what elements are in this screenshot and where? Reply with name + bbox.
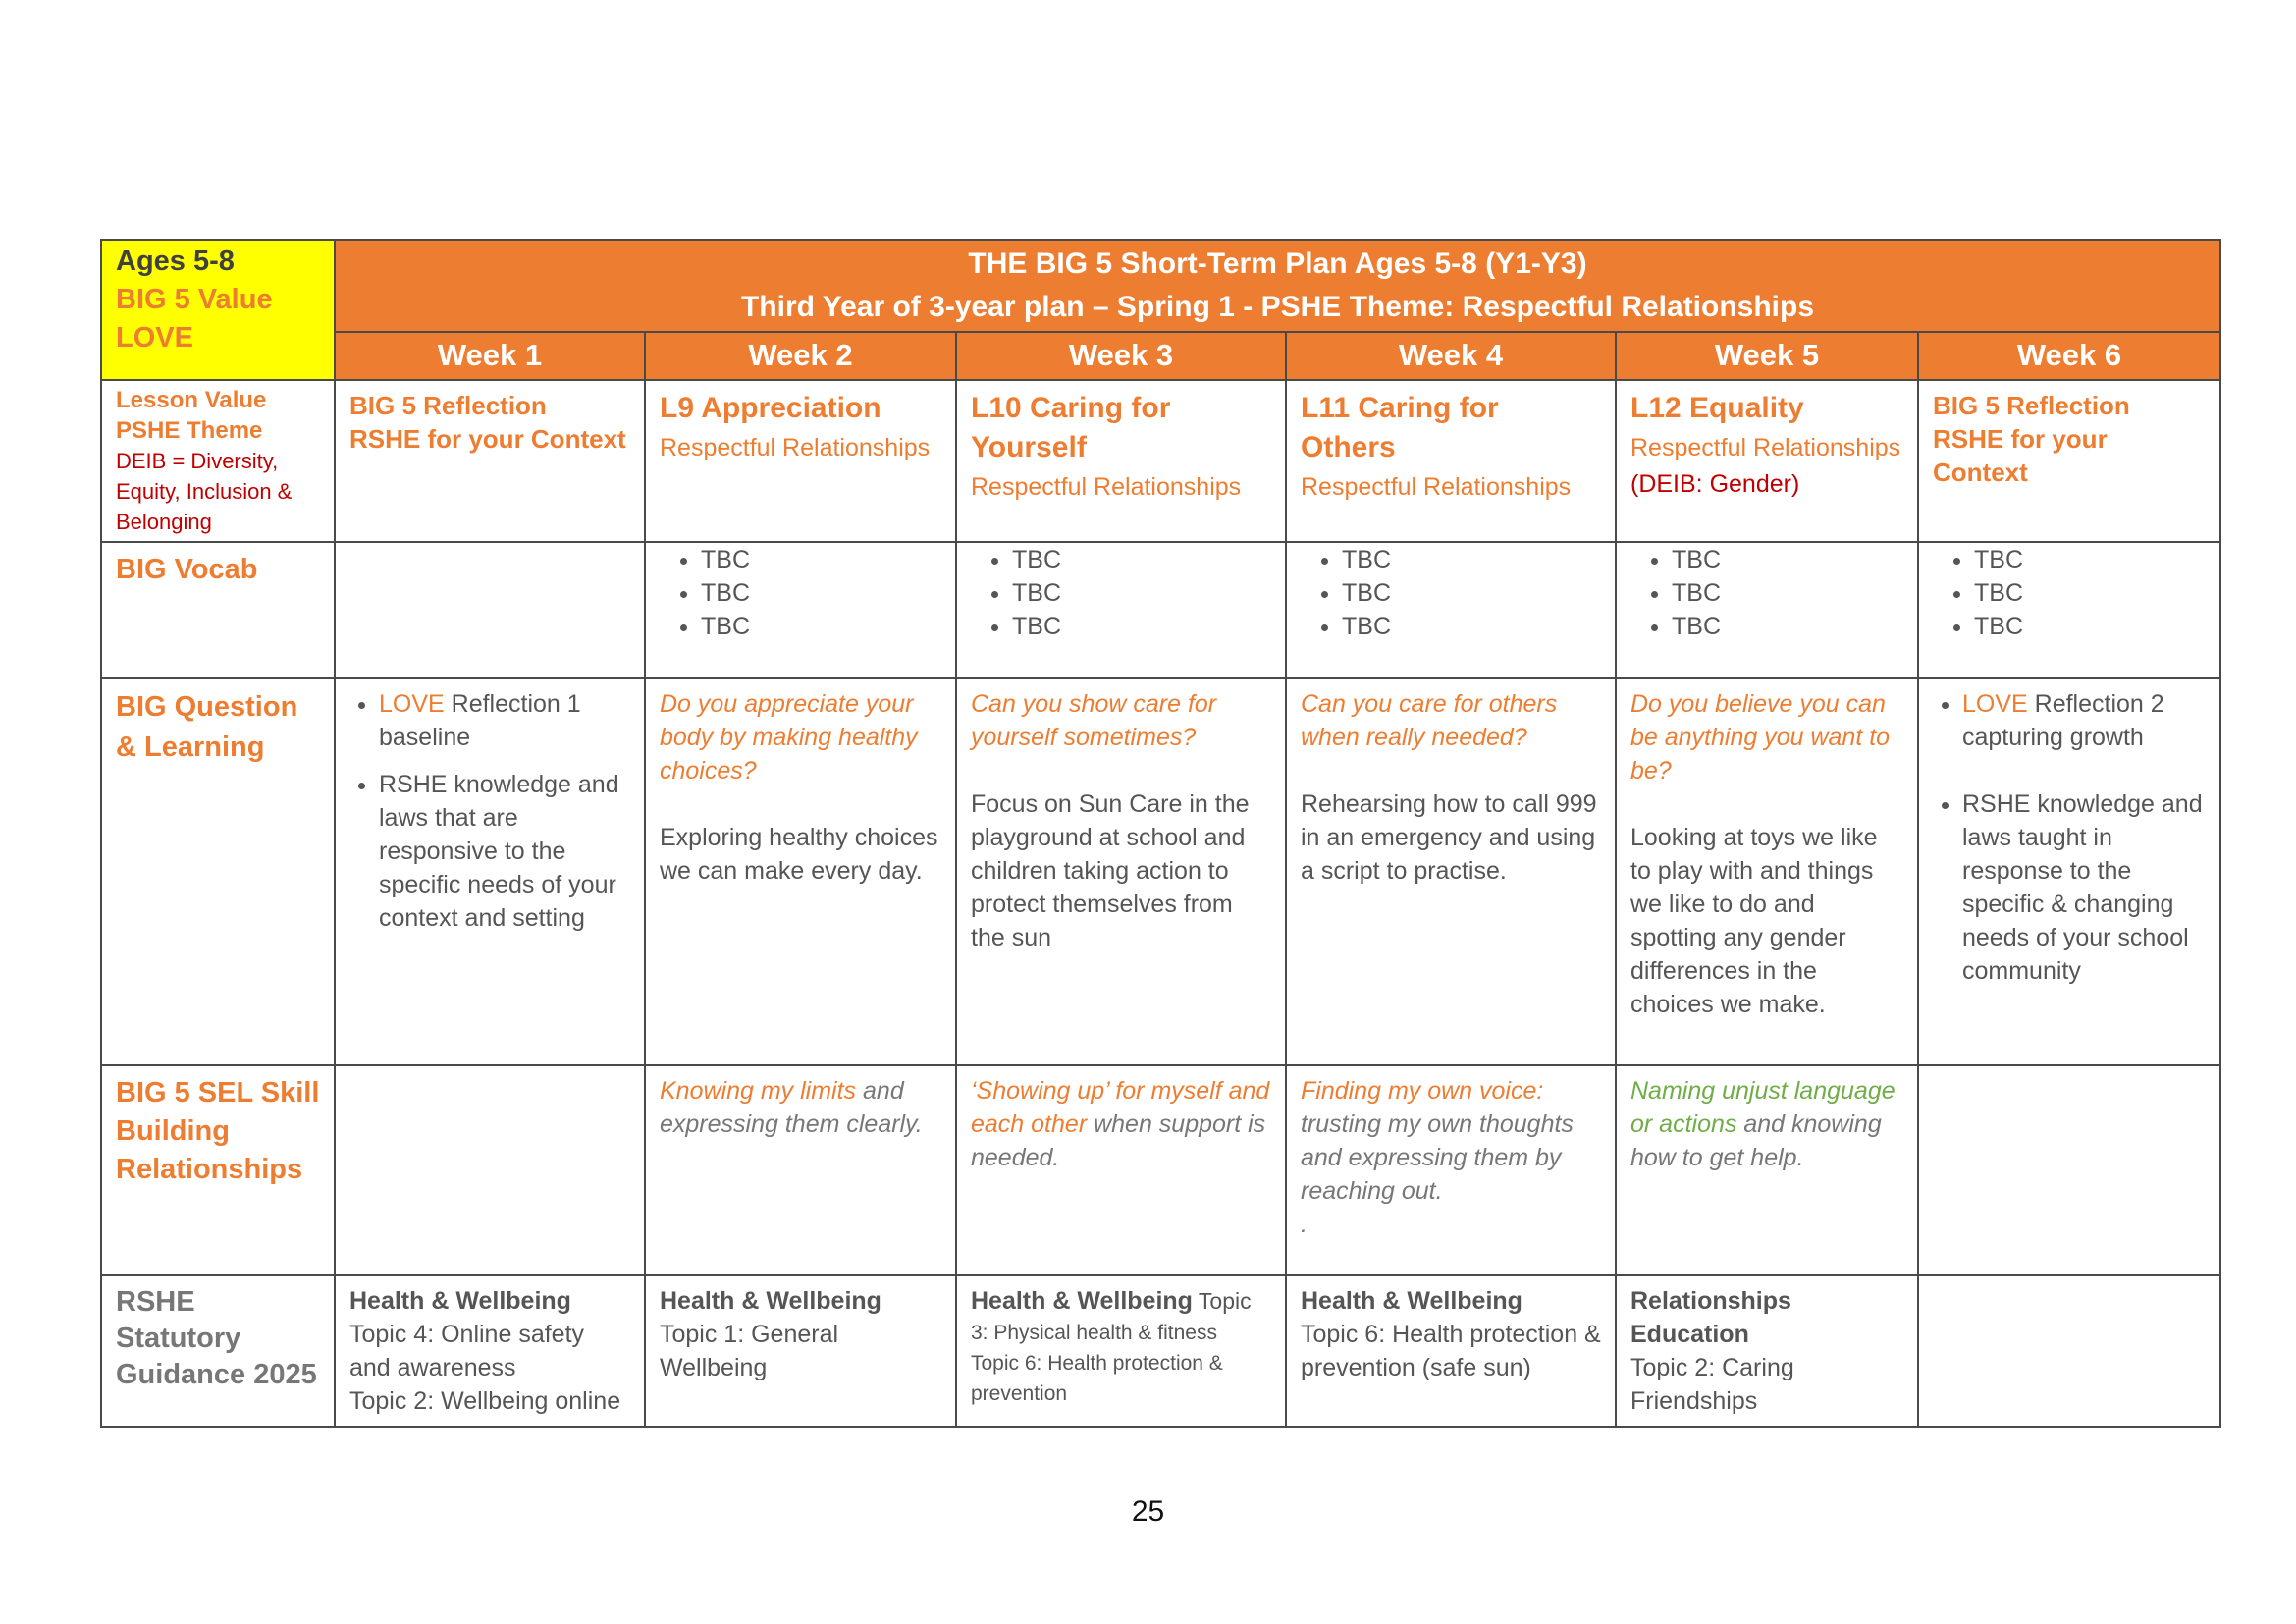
lesson-week-6: [1918, 380, 2220, 542]
question-week-6: [1918, 678, 2220, 1065]
rshe-label-1: RSHE Statutory: [116, 1286, 241, 1354]
vocab-item: • TBC: [1974, 610, 2206, 643]
vocab-item: • TBC: [1974, 576, 2206, 610]
plan-title: [335, 240, 2220, 332]
vocab-item: • TBC: [1012, 610, 1271, 643]
vocab-item: • TBC: [1974, 543, 2206, 576]
vocab-week-4: [1286, 542, 1616, 678]
question-week-3: [956, 678, 1286, 1065]
rshe-w3-head: Health & Wellbeing: [971, 1287, 1193, 1315]
week-3-header: Week 3: [956, 332, 1286, 380]
vocab-item: • TBC: [1012, 576, 1271, 610]
vocab-week-3: [956, 542, 1286, 678]
lesson-w6-line1: BIG 5 Reflection: [1933, 391, 2130, 420]
sel-week-2: [645, 1065, 956, 1275]
sel-week-4: [1286, 1065, 1616, 1275]
lesson-week-4: [1286, 380, 1616, 542]
vocab-row: [101, 542, 2220, 678]
question-week-1: [335, 678, 645, 1065]
week-header-row: [101, 332, 2220, 380]
question-label-1: BIG Question: [116, 691, 298, 723]
lesson-w3-title-2: Yourself: [971, 431, 1087, 463]
vocab-item: • TBC: [1342, 610, 1601, 643]
lesson-week-2: [645, 380, 956, 542]
plan-title-line1: THE BIG 5 Short-Term Plan Ages 5-8 (Y1-Y3): [968, 247, 1587, 280]
plan-title-line2: Third Year of 3-year plan – Spring 1 - PSHE Theme: Respectful Relationships: [740, 291, 1815, 323]
corner-cell: [101, 240, 335, 380]
rshe-week-5: [1616, 1275, 1918, 1427]
question-w5-text: Looking at toys we like to play with and things we like to do and spotting any gender differences in the choices we make.: [1630, 824, 1878, 1018]
question-w1-bullet-2: • RSHE knowledge and laws that are responsive to the specific needs of your context and setting: [379, 768, 630, 935]
rshe-week-6: [1918, 1275, 2220, 1427]
question-row-header: [101, 678, 335, 1065]
question-w6-bullet-2: • RSHE knowledge and laws taught in response to the specific & changing needs of your school community: [1962, 787, 2206, 988]
rshe-row: [101, 1275, 2220, 1427]
lesson-row: [101, 380, 2220, 542]
lesson-week-5: [1616, 380, 1918, 542]
vocab-item: • TBC: [701, 576, 941, 610]
sel-w4-dot: .: [1301, 1211, 1308, 1238]
week-4-header: Week 4: [1286, 332, 1616, 380]
lesson-w6-line2: RSHE for your Context: [1933, 424, 2108, 487]
question-w4-question: Can you care for others when really needed?: [1301, 690, 1558, 751]
question-w2-text: Exploring healthy choices we can make every day.: [660, 824, 938, 885]
lesson-w1-line1: BIG 5 Reflection: [349, 391, 547, 420]
page-number: 25: [1131, 1495, 1165, 1528]
question-w2-question: Do you appreciate your body by making healthy choices?: [660, 690, 918, 785]
vocab-item: • TBC: [1672, 576, 1903, 610]
lesson-w3-theme: Respectful Relationships: [971, 473, 1242, 501]
big5-value-label: BIG 5 Value: [116, 284, 273, 315]
lesson-w1-line2: RSHE for your Context: [349, 424, 626, 454]
rshe-week-3: [956, 1275, 1286, 1427]
love-value: LOVE: [379, 690, 445, 718]
sel-label-1: BIG 5 SEL Skill: [116, 1077, 320, 1109]
week-5-header: Week 5: [1616, 332, 1918, 380]
rshe-w3-topic-1: 3: Physical health & fitness: [971, 1322, 1217, 1344]
question-row: [101, 678, 2220, 1065]
lesson-w2-title: L9 Appreciation: [660, 392, 881, 424]
week-6-header: Week 6: [1918, 332, 2220, 380]
week-2-header: Week 2: [645, 332, 956, 380]
question-w1-bullet-1: [379, 687, 630, 754]
rshe-w1-head: Health & Wellbeing: [349, 1287, 571, 1315]
lesson-w3-title-1: L10 Caring for: [971, 392, 1171, 424]
sel-w3-skill: ‘Showing up’ for myself and each other: [971, 1077, 1270, 1138]
sel-w5-text: and knowing how to get help.: [1630, 1110, 1882, 1171]
rshe-week-1: [335, 1275, 645, 1427]
lesson-value-label: Lesson Value: [116, 387, 267, 413]
lesson-w5-deib: (DEIB: Gender): [1630, 470, 1800, 498]
rshe-w1-topic-1: Topic 4: Online safety and awareness: [349, 1321, 585, 1381]
sel-w3-text: when support is needed.: [971, 1110, 1266, 1171]
question-w6-bullet-1: [1962, 687, 2206, 754]
rshe-w5-head: Relationships Education: [1630, 1287, 1791, 1348]
vocab-item: • TBC: [1012, 543, 1271, 576]
lesson-w5-title: L12 Equality: [1630, 392, 1804, 424]
rshe-w5-topic-1: Topic 2: Caring Friendships: [1630, 1354, 1794, 1415]
sel-w5-skill: Naming unjust language or actions: [1630, 1077, 1896, 1138]
sel-w2-skill: Knowing my limits: [660, 1077, 857, 1105]
vocab-item: • TBC: [1672, 610, 1903, 643]
rshe-w2-topic-1: Topic 1: General Wellbeing: [660, 1321, 839, 1381]
lesson-w5-theme: Respectful Relationships: [1630, 434, 1901, 461]
sel-label-3: Relationships: [116, 1154, 303, 1185]
sel-row-header: [101, 1065, 335, 1275]
deib-label: DEIB = Diversity, Equity, Inclusion & Belonging: [116, 449, 293, 534]
sel-week-5: [1616, 1065, 1918, 1275]
title-row: [101, 240, 2220, 332]
vocab-item: • TBC: [1342, 576, 1601, 610]
rshe-row-header: [101, 1275, 335, 1427]
vocab-item: • TBC: [701, 543, 941, 576]
question-w5-question: Do you believe you can be anything you want to be?: [1630, 690, 1891, 785]
sel-week-3: [956, 1065, 1286, 1275]
rshe-w1-topic-2: Topic 2: Wellbeing online: [349, 1387, 621, 1415]
big5-value: LOVE: [116, 322, 193, 353]
lesson-w2-theme: Respectful Relationships: [660, 434, 931, 461]
vocab-item: • TBC: [1672, 543, 1903, 576]
vocab-week-2: [645, 542, 956, 678]
short-term-plan-table: [100, 239, 2221, 1428]
question-week-5: [1616, 678, 1918, 1065]
vocab-week-5: [1616, 542, 1918, 678]
rshe-w3-topic-2: Topic 6: Health protection & prevention: [971, 1352, 1223, 1405]
vocab-row-header: BIG Vocab: [101, 542, 335, 678]
vocab-item: • TBC: [1342, 543, 1601, 576]
pshe-theme-label: PSHE Theme: [116, 417, 263, 444]
lesson-row-header: [101, 380, 335, 542]
love-value: LOVE: [1962, 690, 2028, 718]
rshe-label-2: Guidance 2025: [116, 1359, 317, 1390]
vocab-week-6: [1918, 542, 2220, 678]
lesson-w4-title: L11 Caring for Others: [1301, 392, 1499, 463]
question-week-4: [1286, 678, 1616, 1065]
sel-w4-text: trusting my own thoughts and expressing them by reaching out.: [1301, 1110, 1574, 1205]
week-1-header: Week 1: [335, 332, 645, 380]
rshe-week-4: [1286, 1275, 1616, 1427]
lesson-w4-theme: Respectful Relationships: [1301, 473, 1572, 501]
question-w3-text: Focus on Sun Care in the playground at school and children taking action to protect themselves from the sun: [971, 790, 1250, 951]
question-week-2: [645, 678, 956, 1065]
sel-row: [101, 1065, 2220, 1275]
rshe-w3-head-rest: Topic: [1192, 1288, 1252, 1314]
rshe-week-2: [645, 1275, 956, 1427]
vocab-item: • TBC: [701, 610, 941, 643]
rshe-w4-topic-1: Topic 6: Health protection & prevention (safe sun): [1301, 1321, 1601, 1381]
rshe-w2-head: Health & Wellbeing: [660, 1287, 881, 1315]
sel-w4-skill: Finding my own voice:: [1301, 1077, 1544, 1105]
vocab-week-1: [335, 542, 645, 678]
question-label-2: & Learning: [116, 731, 265, 763]
lesson-week-1: [335, 380, 645, 542]
question-w1-bullet-1-text: Reflection 1 baseline: [379, 690, 581, 751]
sel-label-2: Building: [116, 1115, 230, 1147]
sel-week-1: [335, 1065, 645, 1275]
sel-week-6: [1918, 1065, 2220, 1275]
question-w4-text: Rehearsing how to call 999 in an emergency and using a script to practise.: [1301, 790, 1597, 885]
lesson-week-3: [956, 380, 1286, 542]
sel-w2-text: and expressing them clearly.: [660, 1077, 923, 1138]
rshe-w4-head: Health & Wellbeing: [1301, 1287, 1522, 1315]
question-w3-question: Can you show care for yourself sometimes?: [971, 690, 1217, 751]
question-w6-bullet-1-text: Reflection 2 capturing growth: [1962, 690, 2164, 751]
ages-label: Ages 5-8: [116, 245, 235, 277]
